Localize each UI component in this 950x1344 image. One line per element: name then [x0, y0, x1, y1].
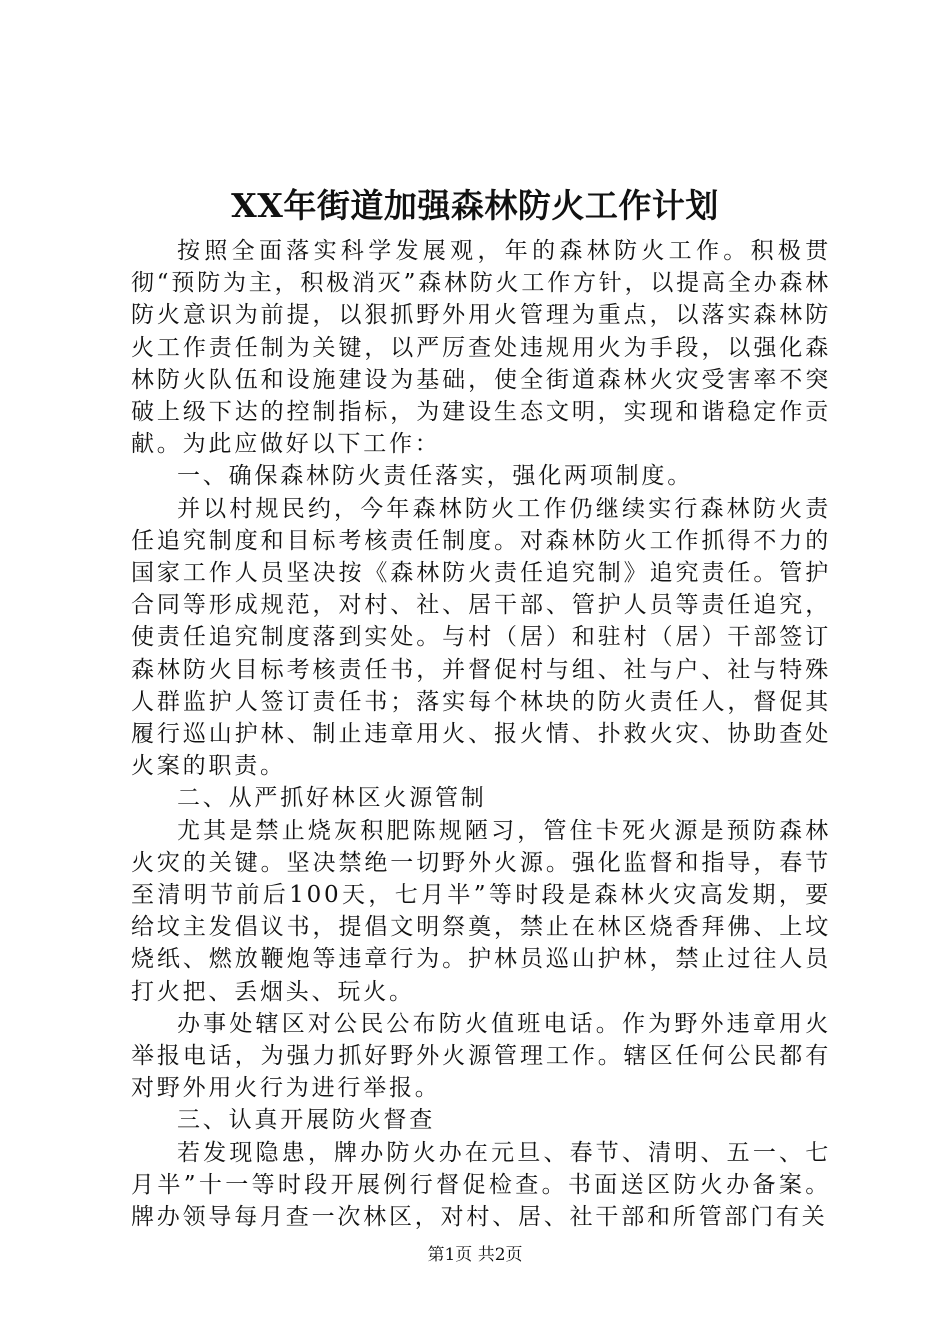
document-body	[131, 235, 831, 1233]
section-heading-3: 三、认真开展防火督查	[177, 1107, 435, 1134]
paragraph-intro: 按照全面落实科学发展观，年的森林防火工作。积极贯彻“预防为主，积极消灭”森林防火工作方针，以提高全办森林防火意识为前提，以狠抓野外用火管理为重点，以落实森林防火工作责任制为关键，以严厉查处违规用火为手段，以强化森林防火队伍和设施建设为基础，使全街道森林火灾受害率不突破上级下达的控制指标，为建设生态文明，实现和谐稳定作贡献。为此应做好以下工作：	[131, 238, 831, 458]
paragraph-responsibility: 并以村规民约，今年森林防火工作仍继续实行森林防火责任追究制度和目标考核责任制度。对森林防火工作抓得不力的国家工作人员坚决按《森林防火责任追究制》追究责任。管护合同等形成规范，对村、社、居干部、管护人员等责任追究，使责任追究制度落到实处。与村（居）和驻村（居）干部签订森林防火目标考核责任书，并督促村与组、社与户、社与特殊人群监护人签订责任书；落实每个林块的防火责任人，督促其履行巡山护林、制止违章用火、报火情、扑救火灾、协助查处火案的职责。	[131, 495, 831, 780]
paragraph-inspection: 若发现隐患，牌办防火办在元旦、春节、清明、五一、七月半”十一等时段开展例行督促检查。书面送区防火办备案。牌办领导每月查一次林区，对村、居、社干部和所管部门有关	[131, 1139, 831, 1231]
section-heading-1: 一、确保森林防火责任落实，强化两项制度。	[177, 463, 693, 490]
paragraph-fire-source-control: 尤其是禁止烧灰积肥陈规陋习，管住卡死火源是预防森林火灾的关键。坚决禁绝一切野外火源。强化监督和指导，春节至清明节前后100天，七月半”等时段是森林火灾高发期，要给坟主发倡议书，提倡文明祭奠，禁止在林区烧香拜佛、上坟烧纸、燃放鞭炮等违章行为。护林员巡山护林，禁止过往人员打火把、丢烟头、玩火。	[131, 817, 831, 1005]
paragraph-hotline: 办事处辖区对公民公布防火值班电话。作为野外违章用火举报电话，为强力抓好野外火源管理工作。辖区任何公民都有对野外用火行为进行举报。	[131, 1010, 831, 1102]
section-heading-2: 二、从严抓好林区火源管制	[177, 785, 487, 812]
document-title: XX年街道加强森林防火工作计划	[231, 186, 719, 225]
page-number-footer: 第1页 共2页	[427, 1245, 523, 1265]
